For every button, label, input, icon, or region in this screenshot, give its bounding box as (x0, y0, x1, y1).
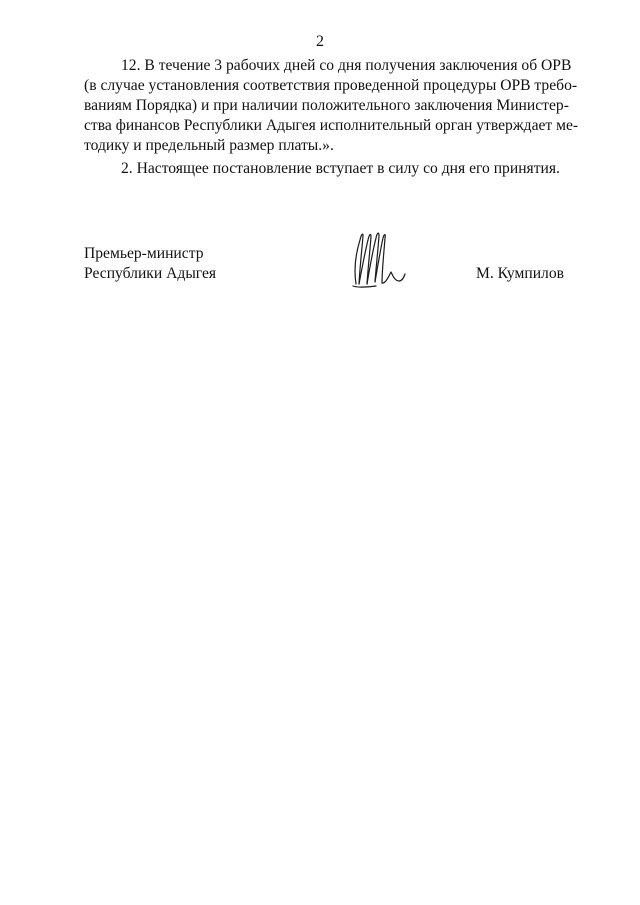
handwritten-signature-icon (346, 226, 408, 296)
signer-position-line-1: Премьер-министр (84, 245, 204, 262)
signature-block (84, 244, 564, 304)
signer-position (84, 244, 216, 284)
signer-position-line-2: Республики Адыгея (84, 265, 217, 282)
paragraph-clause-12 (84, 56, 579, 156)
signer-name: М. Кумпилов (476, 265, 564, 282)
paragraph-line: ства финансов Республики Адыгея исполнительный орган утверждает ме- (84, 117, 579, 134)
paragraph-line: тодику и предельный размер платы.». (84, 137, 334, 154)
paragraph-line: 12. В течение 3 рабочих дней со дня получения заключения об ОРВ (121, 57, 572, 74)
paragraph-line: (в случае установления соответствия проведенной процедуры ОРВ требо- (84, 77, 578, 94)
paragraph-effective-date: 2. Настоящее постановление вступает в силу со дня его принятия. (121, 160, 560, 177)
paragraph-line: ваниям Порядка) и при наличии положительного заключения Министер- (84, 97, 569, 114)
page-number: 2 (316, 33, 324, 50)
